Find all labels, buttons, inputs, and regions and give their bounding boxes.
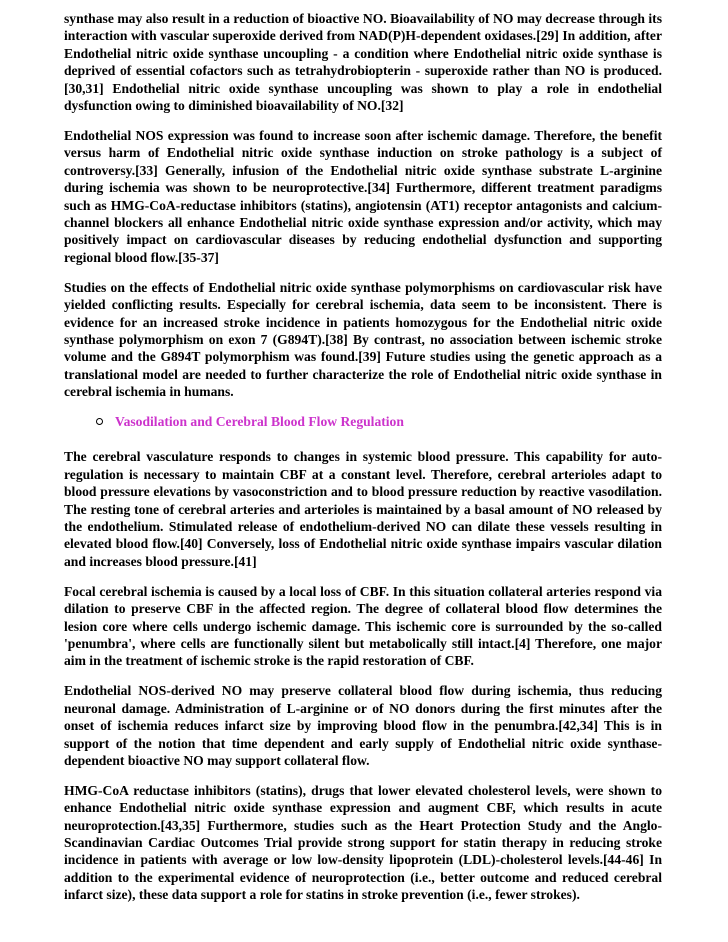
paragraph-enos-expression: Endothelial NOS expression was found to increase soon after ischemic damage. Therefore, the benefit versus harm of Endothelial nitric oxide synthase induction on stroke pathology is a subject of controversy.[33] Generally, infusion of the Endothelial nitric oxide synthase substrate L-arginine during ischemia was shown to be neuroprotective.[34] Furthermore, different treatment paradigms such as HMG-CoA-reductase inhibitors (statins), angiotensin (AT1) receptor antagonists and calcium-channel blockers all enhance Endothelial nitric oxide synthase expression and/or activity, which may positively impact on cardiovascular diseases by reducing endothelial dysfunction and supporting regional blood flow.[35-37] [64, 127, 662, 265]
paragraph-focal-ischemia: Focal cerebral ischemia is caused by a local loss of CBF. In this situation collateral arteries respond via dilation to preserve CBF in the affected region. The degree of collateral blood flow determines the lesion core where cells undergo ischemic damage. This ischemic core is surrounded by the so-called 'penumbra', where cells are functionally silent but metabolically still intact.[4] Therefore, one major aim in the treatment of ischemic stroke is the rapid restoration of CBF. [64, 583, 662, 669]
paragraph-enos-polymorphisms: Studies on the effects of Endothelial nitric oxide synthase polymorphisms on cardiovascular risk have yielded conflicting results. Especially for cerebral ischemia, data seem to be inconsistent. There is evidence for an increased stroke incidence in patients homozygous for the Endothelial nitric oxide synthase polymorphism on exon 7 (G894T).[38] By contrast, no association between ischemic stroke volume and the G894T polymorphism was found.[39] Future studies using the genetic approach as a translational model are needed to further characterize the role of Endothelial nitric oxide synthase in cerebral ischemia in humans. [64, 279, 662, 400]
paragraph-statins: HMG-CoA reductase inhibitors (statins), drugs that lower elevated cholesterol levels, were shown to enhance Endothelial nitric oxide synthase expression and augment CBF, which results in acute neuroprotection.[43,35] Furthermore, studies such as the Heart Protection Study and the Anglo-Scandinavian Cardiac Outcomes Trial provide strong support for statin therapy in reducing stroke incidence in patients with average or low low-density lipoprotein (LDL)-cholesterol levels.[44-46] In addition to the experimental evidence of neuroprotection (i.e., better outcome and reduced cerebral infarct size), these data support a role for statins in stroke prevention (i.e., fewer strokes). [64, 782, 662, 903]
hollow-circle-bullet-icon [96, 418, 103, 425]
paragraph-collateral-flow: Endothelial NOS-derived NO may preserve collateral blood flow during ischemia, thus reducing neuronal damage. Administration of L-arginine or of NO donors during the first minutes after the onset of ischemia reduces infarct size by improving blood flow in the penumbra.[42,34] This is in support of the notion that time dependent and early supply of Endothelial nitric oxide synthase-dependent bioactive NO may support collateral flow. [64, 683, 662, 768]
section-heading: Vasodilation and Cerebral Blood Flow Regulation [115, 414, 404, 430]
section-heading-row [96, 413, 662, 430]
paragraph-cerebral-vasculature: The cerebral vasculature responds to changes in systemic blood pressure. This capability for auto-regulation is necessary to maintain CBF at a constant level. Therefore, cerebral arterioles adapt to blood pressure elevations by vasoconstriction and to blood pressure reduction by reactive vasodilation. The resting tone of cerebral arteries and arterioles is maintained by a basal amount of NO released by the endothelium. Stimulated release of endothelium-derived NO can dilate these vessels resulting in elevated blood flow.[40] Conversely, loss of Endothelial nitric oxide synthase impairs vascular dilation and increases blood pressure.[41] [64, 449, 662, 569]
paragraph-no-bioavailability: synthase may also result in a reduction of bioactive NO. Bioavailability of NO may decrease through its interaction with vascular superoxide derived from NAD(P)H-dependent oxidases.[29] In addition, after Endothelial nitric oxide synthase uncoupling - a condition where Endothelial nitric oxide synthase is deprived of essential cofactors such as tetrahydrobiopterin - superoxide rather than NO is produced.[30,31] Endothelial nitric oxide synthase uncoupling was shown to play a role in endothelial dysfunction owing to diminished bioavailability of NO.[32] [64, 11, 662, 114]
document-page [64, 10, 662, 916]
